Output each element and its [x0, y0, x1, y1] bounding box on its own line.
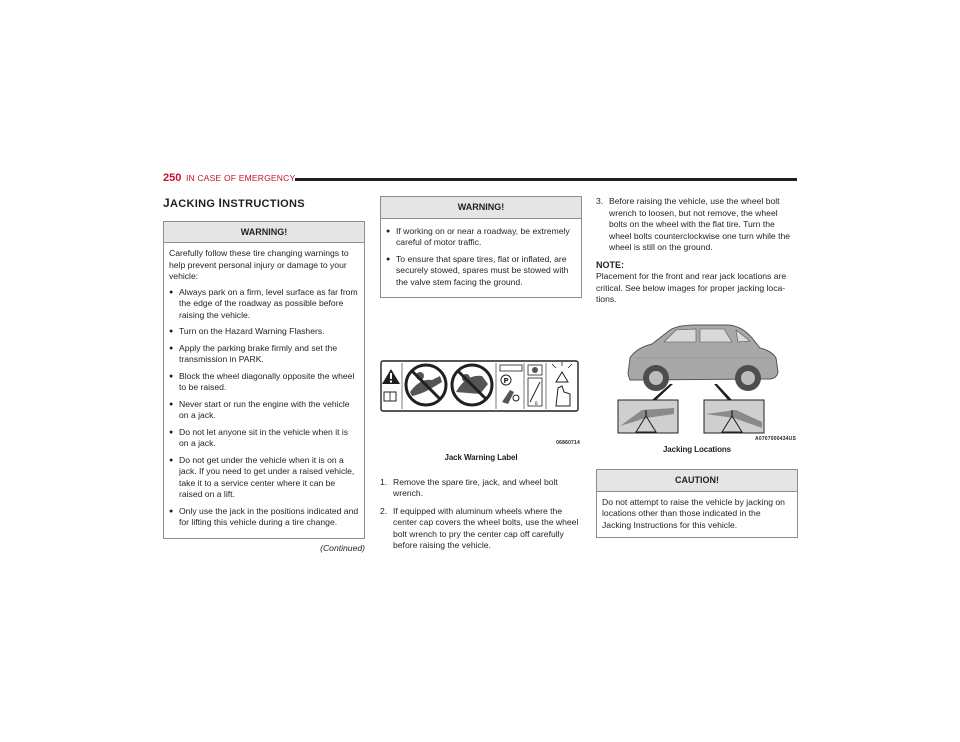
figure-code: A0707000434US: [755, 435, 796, 442]
list-item: ● Do not get under the vehicle when it is on a jack. If you need to get under a raised vehicle, take it to a service center where it can be raised on a lift.: [169, 455, 359, 501]
warning-title: WARNING!: [381, 197, 581, 219]
steps-list: [380, 477, 582, 552]
page-header: [163, 172, 797, 186]
list-item: 1. Remove the spare tire, jack, and wheel bolt wrench.: [380, 476, 558, 498]
warning-list: [169, 287, 359, 529]
column-3: [596, 196, 798, 538]
list-item: ● Block the wheel diagonally opposite the wheel to be raised.: [169, 371, 359, 394]
list-item: 3. Before raising the vehicle, use the wheel bolt wrench to loosen, but not remove, the wheel bolts on the wheel with the flat tire. Turn the wheel bolts counterclockwise one turn while the wheel is still on the ground.: [596, 196, 791, 252]
note-text: Placement for the front and rear jack locations are critical. See below images for proper jacking loca-tions.: [596, 271, 787, 304]
svg-text:B: B: [535, 401, 538, 406]
list-item: ● Never start or run the engine with the vehicle on a jack.: [169, 399, 359, 422]
jacking-locations-figure: [596, 314, 798, 442]
column-1: [163, 196, 365, 554]
caution-text: Do not attempt to raise the vehicle by jacking on locations other than those indicated in the Jacking Instructions for this vehicle.: [602, 496, 785, 530]
vehicle-illustration: [628, 325, 778, 391]
list-item: ● Do not let anyone sit in the vehicle when it is on a jack.: [169, 427, 359, 450]
list-item: ● Apply the parking brake firmly and set the transmission in PARK.: [169, 343, 359, 366]
svg-text:P: P: [503, 377, 509, 385]
section-name: IN CASE OF EMERGENCY: [186, 173, 296, 183]
front-jack-location-inset: [618, 400, 678, 433]
steps-list: [596, 196, 798, 254]
no-crawling-under-icon: [406, 365, 446, 405]
jack-position-icon: [528, 365, 542, 406]
figure-caption: Jack Warning Label: [444, 453, 518, 462]
jack-warning-label-figure: [380, 326, 582, 450]
rear-jack-location-inset: [704, 400, 764, 433]
caution-box: [596, 469, 798, 538]
warning-box-continued: [380, 196, 582, 298]
warning-box: [163, 221, 365, 539]
jacking-locations-image: [596, 314, 798, 442]
list-item: 2. If equipped with aluminum wheels where the center cap covers the wheel bolts, use the wheel bolt wrench to pry the center cap off carefully before raising the vehicle.: [380, 505, 579, 550]
list-item: ● Always park on a firm, level surface as far from the edge of the roadway as possible before raising the vehicle.: [169, 287, 359, 322]
list-item: ● Turn on the Hazard Warning Flashers.: [169, 326, 359, 338]
warning-title: WARNING!: [164, 222, 364, 244]
figure-code: 06860714: [556, 440, 580, 446]
no-person-in-vehicle-icon: [452, 365, 492, 405]
warning-list: [386, 226, 576, 289]
header-rule: [295, 178, 797, 181]
list-item: ● To ensure that spare tires, flat or inflated, are securely stowed, spares must be stowed with the valve stem facing the ground.: [386, 254, 576, 289]
section-heading: JACKING INSTRUCTIONS: [163, 196, 305, 210]
figure-caption: Jacking Locations: [662, 444, 732, 454]
page-number: 250: [163, 172, 182, 184]
caution-title: CAUTION!: [597, 470, 797, 492]
continued-label: (Continued): [320, 542, 365, 553]
jack-warning-label-image: [380, 326, 582, 450]
warning-intro: Carefully follow these tire changing warnings to help prevent personal injury or damage to your vehicle:: [169, 248, 349, 281]
list-item: ● If working on or near a roadway, be extremely careful of motor traffic.: [386, 226, 576, 249]
column-2: [380, 196, 582, 558]
list-item: ● Only use the jack in the positions indicated and for lifting this vehicle during a tire change.: [169, 506, 359, 529]
note-heading: NOTE:: [596, 259, 624, 270]
